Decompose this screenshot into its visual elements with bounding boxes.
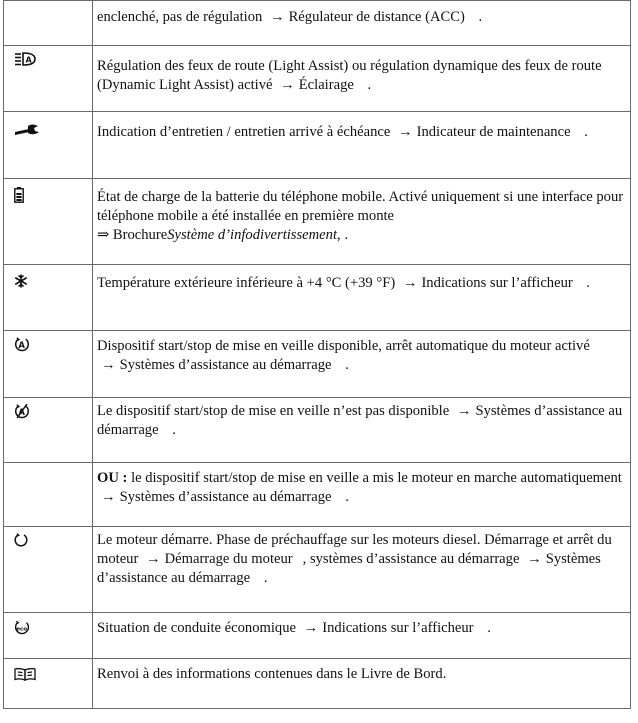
trailing-period: . <box>263 570 268 586</box>
brochure-title-link[interactable]: Système d’infodivertissement <box>167 227 338 243</box>
cross-reference-link[interactable]: Indications sur l’afficheur <box>421 275 573 291</box>
description-cell <box>93 463 631 527</box>
trailing-period: . <box>345 489 349 505</box>
description-cell <box>93 112 631 179</box>
eco-icon <box>14 620 30 635</box>
description-cell <box>93 179 631 265</box>
table-row <box>4 179 631 265</box>
description-text: le dispositif start/stop de mise en veille a mis le moteur en marche automatiquement <box>131 470 622 486</box>
arrow-glyph: → <box>269 9 285 25</box>
icon-cell <box>4 527 93 613</box>
trailing-period: . <box>172 422 176 438</box>
symbols-table <box>3 0 631 709</box>
svg-text:A: A <box>18 407 25 418</box>
table-row <box>4 265 631 331</box>
description-text: Situation de conduite économique <box>97 620 296 636</box>
trailing-period: . <box>345 357 349 373</box>
description-cell <box>93 265 631 331</box>
arrow-glyph: → <box>146 551 161 567</box>
arrow-glyph: → <box>303 620 319 636</box>
brochure-label: Brochure <box>112 227 168 243</box>
description-cell <box>93 331 631 398</box>
description-text: enclenché, pas de régulation <box>97 9 263 25</box>
cross-reference-link[interactable]: Systèmes d’assistance au démarrage <box>97 551 601 586</box>
book-icon <box>14 667 36 681</box>
cross-reference-link[interactable]: Indications sur l’afficheur <box>322 620 474 636</box>
description-cell <box>93 527 631 613</box>
icon-cell <box>4 613 93 659</box>
table-row <box>4 46 631 112</box>
start-stop-off-icon <box>14 403 30 419</box>
description-cell <box>93 398 631 463</box>
wrench-icon <box>14 124 40 136</box>
cross-reference-link[interactable]: Indicateur de maintenance <box>416 124 571 140</box>
cross-reference-link[interactable]: Régulateur de distance (ACC) <box>288 9 465 25</box>
table-row <box>4 398 631 463</box>
description-text: Température extérieure inférieure à +4 °C (+39 °F) <box>97 275 396 291</box>
arrow-glyph: → <box>101 357 116 373</box>
description-text: Indication d’entretien / entretien arrivé à échéance <box>97 124 391 140</box>
svg-text:A: A <box>18 340 25 351</box>
description-cell <box>93 659 631 709</box>
cross-reference-link[interactable]: Systèmes d’assistance au démarrage <box>97 403 623 438</box>
icon-cell <box>4 112 93 179</box>
description-text: Le dispositif start/stop de mise en veille n’est pas disponible <box>97 403 450 419</box>
description-cell <box>93 46 631 112</box>
svg-text:eco: eco <box>16 626 28 633</box>
ou-label: OU : <box>97 470 128 486</box>
start-stop-icon <box>14 336 30 352</box>
description-text: Dispositif start/stop de mise en veille disponible, arrêt automatique du moteur activé <box>97 338 590 354</box>
arrow-glyph: → <box>398 124 413 140</box>
table-row <box>4 613 631 659</box>
snowflake-icon <box>14 274 28 288</box>
table-row <box>4 527 631 613</box>
description-cell <box>93 613 631 659</box>
arrow-glyph: → <box>456 403 472 419</box>
cross-reference-link[interactable]: Systèmes d’assistance au démarrage <box>119 489 332 505</box>
trailing-period: . <box>586 275 591 291</box>
double-arrow-glyph: ⇒ <box>97 227 110 243</box>
table-row <box>4 331 631 398</box>
trailing-period: . <box>584 124 588 140</box>
table-row <box>4 1 631 46</box>
description-text-continued: , systèmes d’assistance au démarrage <box>302 551 520 567</box>
trailing-punctuation: , . <box>337 227 348 243</box>
cross-reference-link[interactable]: Démarrage du moteur <box>164 551 293 567</box>
icon-cell <box>4 46 93 112</box>
description-cell <box>93 1 631 46</box>
light-assist-icon <box>14 52 36 66</box>
arrow-glyph: → <box>527 551 542 567</box>
icon-cell <box>4 179 93 265</box>
table-row <box>4 112 631 179</box>
cross-reference-link[interactable]: Systèmes d’assistance au démarrage <box>119 357 332 373</box>
arrow-glyph: → <box>101 489 116 505</box>
trailing-period: . <box>367 77 372 93</box>
icon-cell <box>4 1 93 46</box>
icon-cell <box>4 265 93 331</box>
icon-cell <box>4 659 93 709</box>
table-row <box>4 463 631 527</box>
description-text: Renvoi à des informations contenues dans le Livre de Bord. <box>97 666 447 682</box>
description-text: Régulation des feux de route (Light Assist) ou régulation dynamique des feux de route (Dynamic Light Assist) activé <box>97 58 602 93</box>
arrow-glyph: → <box>280 77 295 93</box>
preheat-icon <box>14 532 28 548</box>
description-text: Le moteur démarre. Phase de préchauffage sur les moteurs diesel. Démarrage et arrêt du moteur <box>97 532 612 567</box>
arrow-glyph: → <box>402 275 418 291</box>
cross-reference-link[interactable]: Éclairage <box>298 77 354 93</box>
icon-cell <box>4 463 93 527</box>
icon-cell <box>4 331 93 398</box>
trailing-period: . <box>487 620 491 636</box>
description-text: État de charge de la batterie du téléphone mobile. Activé uniquement si une interface pour téléphone mobile a été installée en première monte <box>97 189 624 224</box>
icon-cell <box>4 398 93 463</box>
battery-icon <box>14 187 24 203</box>
svg-text:A: A <box>25 55 32 65</box>
table-row <box>4 659 631 709</box>
trailing-period: . <box>478 9 483 25</box>
